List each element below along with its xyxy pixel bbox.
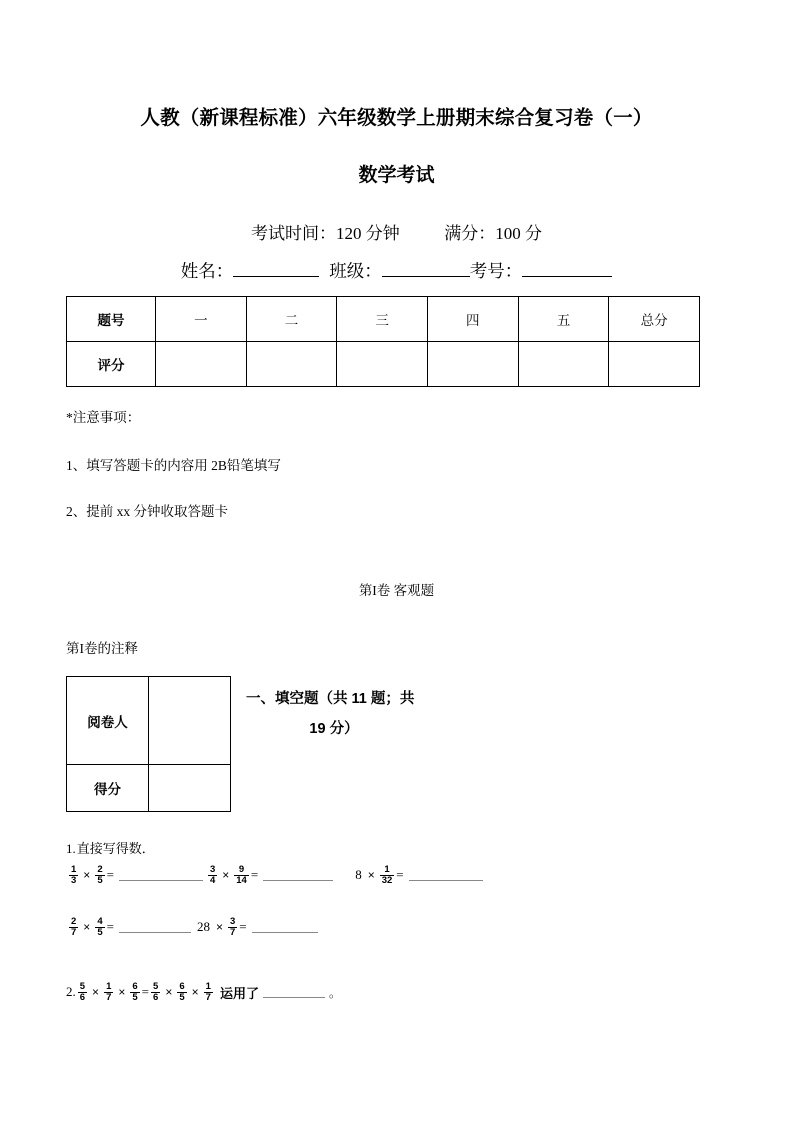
answer-blank-6[interactable] xyxy=(263,987,325,998)
fraction-numerator: 5 xyxy=(153,981,159,992)
score-table xyxy=(66,296,700,387)
fraction-2-5 xyxy=(95,865,104,886)
score-cell-1[interactable] xyxy=(156,342,247,387)
equals-sign: = xyxy=(141,984,150,1000)
notes-section xyxy=(66,410,686,551)
volume-note: 第I卷的注释 xyxy=(66,641,138,656)
fraction-5-6-b xyxy=(151,982,160,1003)
question-1-row-1 xyxy=(68,865,487,886)
fraction-1-32 xyxy=(380,865,395,886)
fraction-numerator: 1 xyxy=(71,864,77,875)
multiply-icon: × xyxy=(215,920,223,935)
fraction-denominator: 7 xyxy=(71,926,77,938)
fraction-6-5-b xyxy=(177,982,186,1003)
fraction-numerator: 1 xyxy=(106,981,112,992)
exam-no-field[interactable] xyxy=(522,262,612,277)
section-title-line1: 一、填空题（共 11 题；共 xyxy=(246,691,415,707)
volume-title: 第I卷 客观题 xyxy=(358,583,435,598)
fraction-4-5 xyxy=(95,917,104,938)
score-table-col-3: 三 xyxy=(337,297,428,342)
multiply-icon: × xyxy=(191,985,199,1000)
question-1-row-2 xyxy=(68,917,322,938)
score-table-col-2: 二 xyxy=(246,297,337,342)
fraction-denominator: 7 xyxy=(205,991,211,1003)
multiply-icon: × xyxy=(222,868,230,883)
fraction-6-5-a xyxy=(130,982,139,1003)
equals-sign: = xyxy=(239,919,247,935)
fraction-denominator: 5 xyxy=(132,991,138,1003)
section-title-line2: 19 分） xyxy=(309,721,359,738)
answer-blank-3[interactable] xyxy=(409,870,483,881)
grader-score-value[interactable] xyxy=(149,765,231,812)
whole-number-8: 8 xyxy=(355,867,362,883)
fraction-numerator: 6 xyxy=(179,981,185,992)
fraction-numerator: 2 xyxy=(71,916,77,927)
fraction-numerator: 2 xyxy=(97,864,103,875)
fraction-3-7 xyxy=(228,917,237,938)
equals-sign: = xyxy=(106,919,114,935)
question-2-number: 2. xyxy=(66,984,76,1000)
fraction-denominator: 3 xyxy=(71,874,77,886)
fraction-denominator: 5 xyxy=(97,874,103,886)
answer-blank-1[interactable] xyxy=(119,870,203,881)
table-row-header xyxy=(67,297,700,342)
reviewer-value[interactable] xyxy=(149,677,231,765)
table-row-scores xyxy=(67,342,700,387)
score-row-label: 评分 xyxy=(67,342,156,387)
question-1-number: 1. xyxy=(66,841,76,856)
question-2-trailing-text: 运用了 xyxy=(219,985,259,1001)
score-table-header-label: 题号 xyxy=(67,297,156,342)
equals-sign: = xyxy=(106,867,114,883)
note-item-2: 2、提前 xx 分钟收取答题卡 xyxy=(66,504,228,520)
fraction-denominator: 7 xyxy=(106,991,112,1003)
multiply-icon: × xyxy=(367,868,375,883)
fraction-numerator: 3 xyxy=(229,916,236,927)
fraction-1-7-b xyxy=(204,982,213,1003)
fraction-numerator: 9 xyxy=(238,864,245,875)
notes-heading: *注意事项： xyxy=(66,410,141,425)
score-table-col-5: 五 xyxy=(518,297,609,342)
answer-blank-4[interactable] xyxy=(119,922,191,933)
page-subtitle: 数学考试 xyxy=(358,165,435,186)
fraction-denominator: 14 xyxy=(236,874,247,886)
question-2 xyxy=(66,982,341,1003)
reviewer-label: 阅卷人 xyxy=(67,677,149,765)
fraction-numerator: 1 xyxy=(205,981,211,992)
fraction-denominator: 6 xyxy=(153,991,159,1003)
answer-blank-2[interactable] xyxy=(263,870,333,881)
fraction-denominator: 4 xyxy=(209,874,216,886)
score-cell-4[interactable] xyxy=(427,342,518,387)
multiply-icon: × xyxy=(92,985,100,1000)
fraction-2-7 xyxy=(69,917,78,938)
name-field[interactable] xyxy=(233,262,319,277)
score-cell-5[interactable] xyxy=(518,342,609,387)
fraction-1-3 xyxy=(69,865,78,886)
note-item-1: 1、填写答题卡的内容用 2B铅笔填写 xyxy=(66,458,281,474)
exam-no-label: 考号： xyxy=(469,261,523,281)
fraction-5-6-a xyxy=(78,982,87,1003)
score-table-col-4: 四 xyxy=(427,297,518,342)
grader-box xyxy=(66,676,231,812)
fraction-numerator: 5 xyxy=(79,981,86,992)
section-title xyxy=(246,684,476,745)
fraction-denominator: 7 xyxy=(229,926,236,938)
score-cell-2[interactable] xyxy=(246,342,337,387)
equals-sign: = xyxy=(250,867,259,883)
multiply-icon: × xyxy=(83,868,91,883)
page-title: 人教（新课程标准）六年级数学上册期末综合复习卷（一） xyxy=(140,107,653,129)
grader-score-label: 得分 xyxy=(67,765,149,812)
multiply-icon: × xyxy=(83,920,91,935)
class-field[interactable] xyxy=(382,262,470,277)
class-label: 班级： xyxy=(329,261,382,281)
score-cell-total[interactable] xyxy=(609,342,700,387)
exam-meta xyxy=(0,219,793,244)
fraction-numerator: 4 xyxy=(97,916,103,927)
fraction-numerator: 6 xyxy=(132,981,138,992)
question-1-prompt xyxy=(66,838,155,857)
score-cell-3[interactable] xyxy=(337,342,428,387)
equals-sign: = xyxy=(396,867,404,883)
full-score-label: 满分：100 分 xyxy=(444,224,542,243)
score-table-col-total: 总分 xyxy=(609,297,700,342)
identity-line xyxy=(0,258,793,283)
whole-number-28: 28 xyxy=(196,919,210,935)
grader-row-score xyxy=(67,765,231,812)
name-label: 姓名： xyxy=(180,261,234,281)
fraction-denominator: 6 xyxy=(79,991,86,1003)
fraction-9-14 xyxy=(234,865,249,886)
multiply-icon: × xyxy=(165,985,173,1000)
fraction-denominator: 5 xyxy=(97,926,103,938)
score-table-col-1: 一 xyxy=(156,297,247,342)
grader-row-reviewer xyxy=(67,677,231,765)
answer-blank-5[interactable] xyxy=(252,922,318,933)
fraction-1-7-a xyxy=(104,982,113,1003)
exam-time-label: 考试时间：120 分钟 xyxy=(251,224,400,243)
question-1-text: 直接写得数． xyxy=(76,841,155,856)
fraction-numerator: 1 xyxy=(384,864,390,875)
multiply-icon: × xyxy=(118,985,126,1000)
fraction-denominator: 32 xyxy=(381,874,393,886)
question-2-period: 。 xyxy=(328,985,341,1000)
fraction-denominator: 5 xyxy=(179,991,185,1003)
fraction-3-4 xyxy=(208,865,217,886)
fraction-numerator: 3 xyxy=(209,864,216,875)
